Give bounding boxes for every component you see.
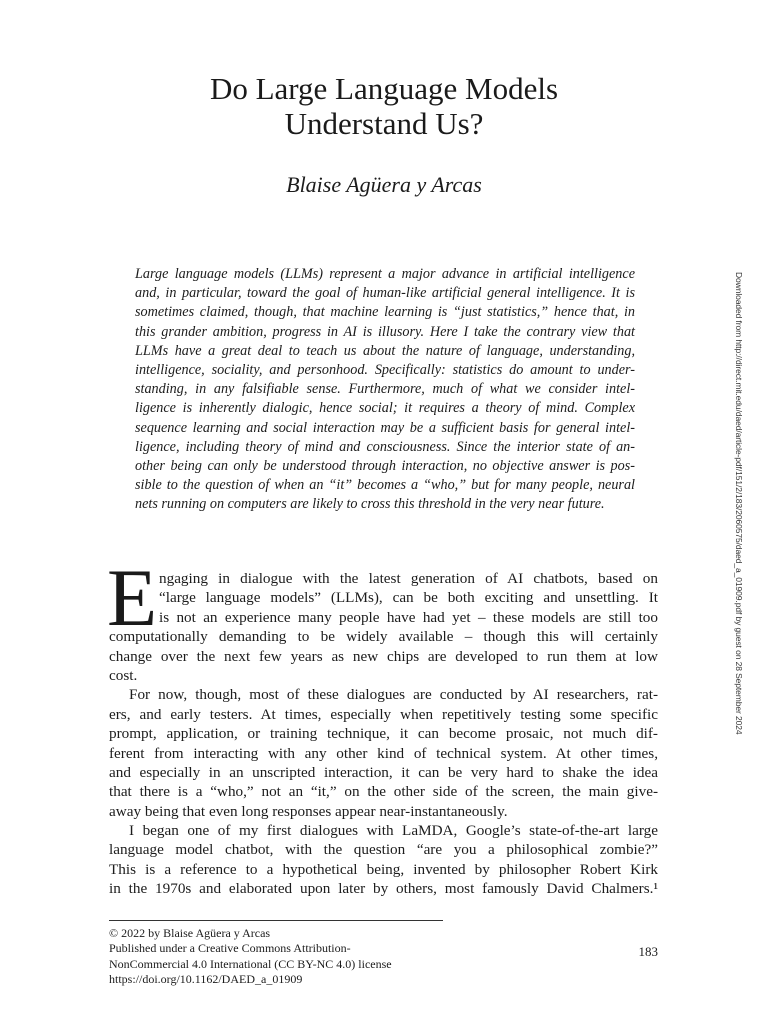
abstract-line: ligence is inherently dialogic, hence social; it requires a theory of mind. Complex (135, 400, 635, 417)
article-title-line-1: Do Large Language Models (209, 71, 559, 106)
abstract-line: sometimes claimed, though, that machine learning is “just statistics,” hence that, in (135, 304, 635, 321)
body-line: and especially in an unscripted interaction, it can be very hard to shake the idea (109, 763, 658, 781)
drop-cap: E (107, 552, 158, 643)
abstract-line: LLMs have a great deal to teach us about the nature of language, understanding, (135, 342, 635, 359)
abstract-line: this grander ambition, progress in AI is illusory. Here I take the contrary view that (135, 323, 635, 340)
body-line: ferent from interacting with any other kind of technical system. At other times, (109, 744, 658, 762)
abstract-line: ligence, including theory of mind and consciousness. Since the interior state of an- (135, 438, 635, 455)
abstract-line: Large language models (LLMs) represent a major advance in artificial intelligence (135, 266, 635, 282)
body-line: computationally demanding to be widely available – though this will certainly (109, 628, 658, 646)
abstract-line: and, in particular, toward the goal of human-like artificial general intelligence. It is (135, 285, 635, 302)
body-text (109, 569, 658, 899)
footer-block (109, 926, 509, 987)
body-line: cost. (109, 666, 138, 684)
abstract-line: other being can only be understood through interaction, no objective answer is pos- (135, 457, 635, 474)
license-line: NonCommercial 4.0 International (CC BY-NC 4.0) license (109, 956, 392, 971)
download-watermark-text: Downloaded from http://direct.mit.edu/daed/article-pdf/151/2/183/2060575/daed_a_01909.pdf by guest on 28 September 2024 (734, 272, 744, 735)
license-line: Published under a Creative Commons Attribution- (109, 941, 351, 956)
body-line: that there is a “who,” not an “it,” on the other side of the screen, the main give- (109, 783, 658, 801)
body-line: This is a reference to a hypothetical being, invented by philosopher Robert Kirk (109, 860, 658, 878)
abstract (135, 265, 635, 514)
footnote-rule (109, 920, 443, 921)
copyright-line: © 2022 by Blaise Agüera y Arcas (109, 926, 271, 940)
page-number: 183 (638, 944, 658, 959)
body-line: change over the next few years as new chips are developed to run them at low (109, 647, 658, 665)
article-title-line-2: Understand Us? (284, 106, 484, 141)
abstract-line: standing, in any falsifiable sense. Furthermore, much of what we consider intel- (135, 381, 635, 398)
body-line: ngaging in dialogue with the latest generation of AI chatbots, based on (159, 570, 658, 587)
abstract-line: sible to the question of when an “it” becomes a “who,” but for many people, neural (135, 477, 635, 494)
doi-link[interactable]: https://doi.org/10.1162/DAED_a_01909 (109, 971, 303, 986)
body-line: is not an experience many people have had yet – these models are still too (159, 608, 658, 626)
body-line: away being that even long responses appear near-instantaneously. (109, 802, 508, 820)
download-watermark (734, 272, 744, 735)
abstract-line: intelligence, sociality, and personhood. Specifically: statistics do amount to under- (135, 361, 635, 378)
body-line: For now, though, most of these dialogues are conducted by AI researchers, rat- (129, 686, 658, 704)
body-line: language model chatbot, with the question “are you a philosophical zombie?” (109, 841, 658, 859)
body-line: I began one of my first dialogues with LaMDA, Google’s state-of-the-art large (129, 822, 658, 840)
body-line: ers, and early testers. At times, especially when repetitively testing some specific (109, 705, 658, 723)
article-author: Blaise Agüera y Arcas (286, 172, 482, 197)
body-line: “large language models” (LLMs), can be both exciting and unsettling. It (159, 589, 658, 607)
abstract-line: nets running on computers are likely to cross this threshold in the very near future. (135, 496, 605, 513)
abstract-line: sequence learning and social interaction may be a sufficient basis for general intel- (135, 419, 635, 436)
body-line: in the 1970s and elaborated upon later by others, most famously David Chalmers.¹ (109, 880, 658, 898)
body-line: prompt, application, or training technique, it can become prosaic, not much dif- (109, 725, 658, 743)
